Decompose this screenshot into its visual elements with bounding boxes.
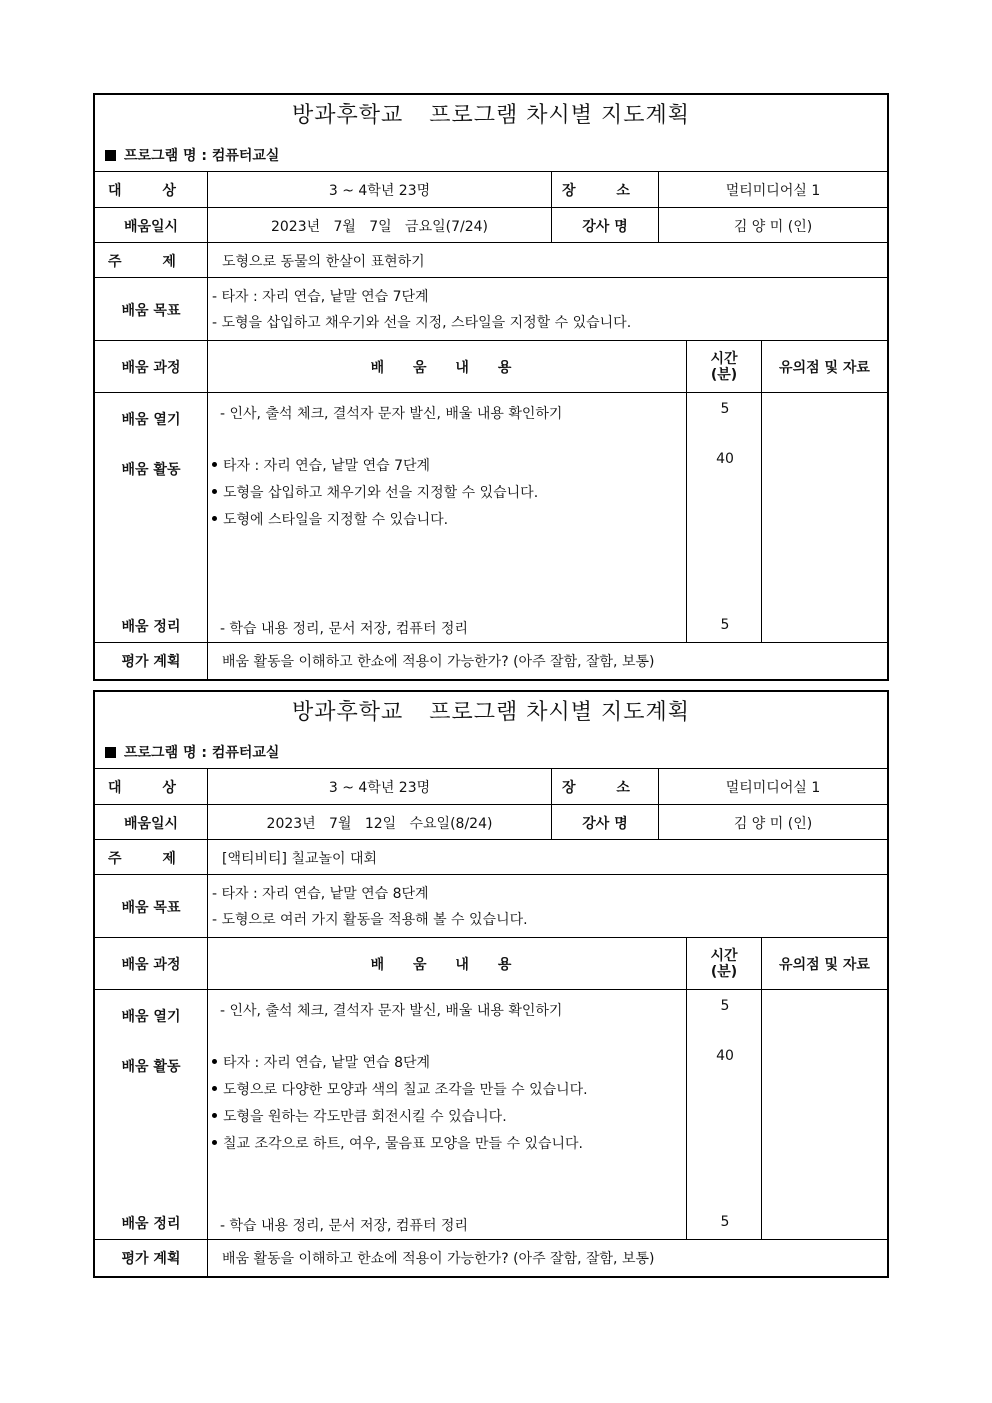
- row-goals: [95, 277, 887, 341]
- goal-item: - 도형을 삽입하고 채우기와 선을 지정, 스타일을 지정할 수 있습니다.: [212, 315, 632, 331]
- content-column: [207, 990, 686, 1240]
- row-date: [95, 804, 887, 840]
- row-eval: [95, 642, 887, 679]
- stage-column: [95, 990, 207, 1240]
- date-value: 2023년 7월 12일 수요일(8/24): [207, 805, 551, 840]
- close-time: 5: [720, 617, 730, 633]
- goal-label: 배움 목표: [121, 302, 181, 319]
- bullet-icon: [212, 489, 217, 494]
- teacher-label: 강사 명: [551, 208, 658, 243]
- plan-title: [95, 101, 887, 131]
- teacher-value: 김 양 미 (인): [658, 805, 887, 840]
- stage-open: 배움 열기: [121, 1009, 181, 1025]
- activity-time: 40: [716, 451, 734, 467]
- activity-time: 40: [716, 1048, 734, 1064]
- activity-item: [212, 509, 448, 529]
- plan-title: [95, 698, 887, 728]
- stage-open: 배움 열기: [121, 412, 181, 428]
- open-time: 5: [720, 401, 730, 417]
- close-text: - 학습 내용 정리, 문서 저장, 컴퓨터 정리: [220, 1218, 468, 1234]
- goal-list: [207, 278, 887, 341]
- goal-label: 배움 목표: [121, 899, 181, 916]
- square-bullet-icon: [105, 747, 116, 758]
- target-label: 대 상: [108, 780, 194, 796]
- square-bullet-icon: [105, 150, 116, 161]
- header-process: 배움 과정: [121, 360, 181, 376]
- place-label: 장 소: [551, 172, 658, 208]
- activity-item-text: 도형에 스타일을 지정할 수 있습니다.: [223, 512, 449, 528]
- header-content: 배 움 내 용: [207, 938, 686, 990]
- activity-item-text: 도형으로 다양한 모양과 색의 칠교 조각을 만들 수 있습니다.: [223, 1082, 588, 1098]
- lesson-plan: [93, 690, 889, 1278]
- goal-list: [207, 875, 887, 938]
- bullet-icon: [212, 1059, 217, 1064]
- goal-item: - 도형으로 여러 가지 활동을 적용해 볼 수 있습니다.: [212, 912, 528, 928]
- activity-item-text: 타자 : 자리 연습, 낱말 연습 8단계: [223, 1055, 431, 1071]
- activity-item: [212, 1106, 507, 1126]
- open-text: - 인사, 출석 체크, 결석자 문자 발신, 배울 내용 확인하기: [220, 1003, 563, 1019]
- title-subject: 프로그램 차시별 지도계획: [429, 700, 691, 725]
- program-name: [105, 742, 279, 762]
- stage-activity: 배움 활동: [121, 462, 181, 478]
- row-header: [95, 340, 887, 393]
- activity-item-text: 타자 : 자리 연습, 낱말 연습 7단계: [223, 458, 431, 474]
- row-target: [95, 768, 887, 805]
- bullet-icon: [212, 462, 217, 467]
- place-value: 멀티미디어실 1: [658, 769, 887, 805]
- program-name: [105, 145, 279, 165]
- row-target: [95, 171, 887, 208]
- activity-item: [212, 1079, 588, 1099]
- row-topic: [95, 839, 887, 875]
- topic-label: 주 제: [108, 850, 194, 867]
- teacher-label: 강사 명: [551, 805, 658, 840]
- header-notes: 유의점 및 자료: [761, 341, 887, 393]
- lesson-plan: [93, 93, 889, 681]
- row-goals: [95, 874, 887, 938]
- header-process: 배움 과정: [121, 957, 181, 973]
- time-column: [686, 990, 761, 1240]
- open-time: 5: [720, 998, 730, 1014]
- activity-item-text: 칠교 조각으로 하트, 여우, 물음표 모양을 만들 수 있습니다.: [223, 1136, 584, 1152]
- title-subject: 프로그램 차시별 지도계획: [429, 103, 691, 128]
- eval-value: 배움 활동을 이해하고 한쇼에 적용이 가능한가? (아주 잘함, 잘함, 보통): [207, 1240, 887, 1276]
- row-date: [95, 207, 887, 243]
- date-value: 2023년 7월 7일 금요일(7/24): [207, 208, 551, 243]
- row-topic: [95, 242, 887, 278]
- stage-close: 배움 정리: [121, 619, 181, 635]
- topic-label: 주 제: [108, 253, 194, 270]
- eval-label: 평가 계획: [121, 1251, 181, 1267]
- header-time: 시간 (분): [686, 938, 761, 990]
- eval-value: 배움 활동을 이해하고 한쇼에 적용이 가능한가? (아주 잘함, 잘함, 보통): [207, 643, 887, 679]
- topic-value: [액티비티] 칠교놀이 대회: [207, 840, 887, 875]
- target-value: 3 ~ 4학년 23명: [207, 769, 551, 805]
- header-notes: 유의점 및 자료: [761, 938, 887, 990]
- activity-item: [212, 455, 430, 475]
- goal-item: - 타자 : 자리 연습, 낱말 연습 7단계: [212, 289, 429, 305]
- target-label: 대 상: [108, 183, 194, 199]
- program-name-text: 프로그램 명 : 컴퓨터교실: [124, 745, 280, 761]
- row-body: [95, 989, 887, 1240]
- title-school: 방과후학교: [291, 700, 404, 725]
- activity-item: [212, 1133, 583, 1153]
- bullet-icon: [212, 516, 217, 521]
- content-column: [207, 393, 686, 643]
- activity-item-text: 도형을 원하는 각도만큼 회전시킬 수 있습니다.: [223, 1109, 507, 1125]
- teacher-value: 김 양 미 (인): [658, 208, 887, 243]
- date-label: 배움일시: [123, 218, 179, 235]
- place-value: 멀티미디어실 1: [658, 172, 887, 208]
- activity-item: [212, 1052, 430, 1072]
- place-label: 장 소: [551, 769, 658, 805]
- stage-close: 배움 정리: [121, 1216, 181, 1232]
- header-time: 시간 (분): [686, 341, 761, 393]
- target-value: 3 ~ 4학년 23명: [207, 172, 551, 208]
- topic-value: 도형으로 동물의 한살이 표현하기: [207, 243, 887, 278]
- notes-column: [761, 990, 887, 1240]
- goal-item: - 타자 : 자리 연습, 낱말 연습 8단계: [212, 886, 429, 902]
- close-time: 5: [720, 1214, 730, 1230]
- notes-column: [761, 393, 887, 643]
- bullet-icon: [212, 1140, 217, 1145]
- header-content: 배 움 내 용: [207, 341, 686, 393]
- stage-column: [95, 393, 207, 643]
- activity-item: [212, 482, 538, 502]
- bullet-icon: [212, 1086, 217, 1091]
- bullet-icon: [212, 1113, 217, 1118]
- close-text: - 학습 내용 정리, 문서 저장, 컴퓨터 정리: [220, 621, 468, 637]
- title-school: 방과후학교: [291, 103, 404, 128]
- program-name-text: 프로그램 명 : 컴퓨터교실: [124, 148, 280, 164]
- row-body: [95, 392, 887, 643]
- time-column: [686, 393, 761, 643]
- row-header: [95, 937, 887, 990]
- stage-activity: 배움 활동: [121, 1059, 181, 1075]
- eval-label: 평가 계획: [121, 654, 181, 670]
- activity-item-text: 도형을 삽입하고 채우기와 선을 지정할 수 있습니다.: [223, 485, 539, 501]
- row-eval: [95, 1239, 887, 1276]
- date-label: 배움일시: [123, 815, 179, 832]
- open-text: - 인사, 출석 체크, 결석자 문자 발신, 배울 내용 확인하기: [220, 406, 563, 422]
